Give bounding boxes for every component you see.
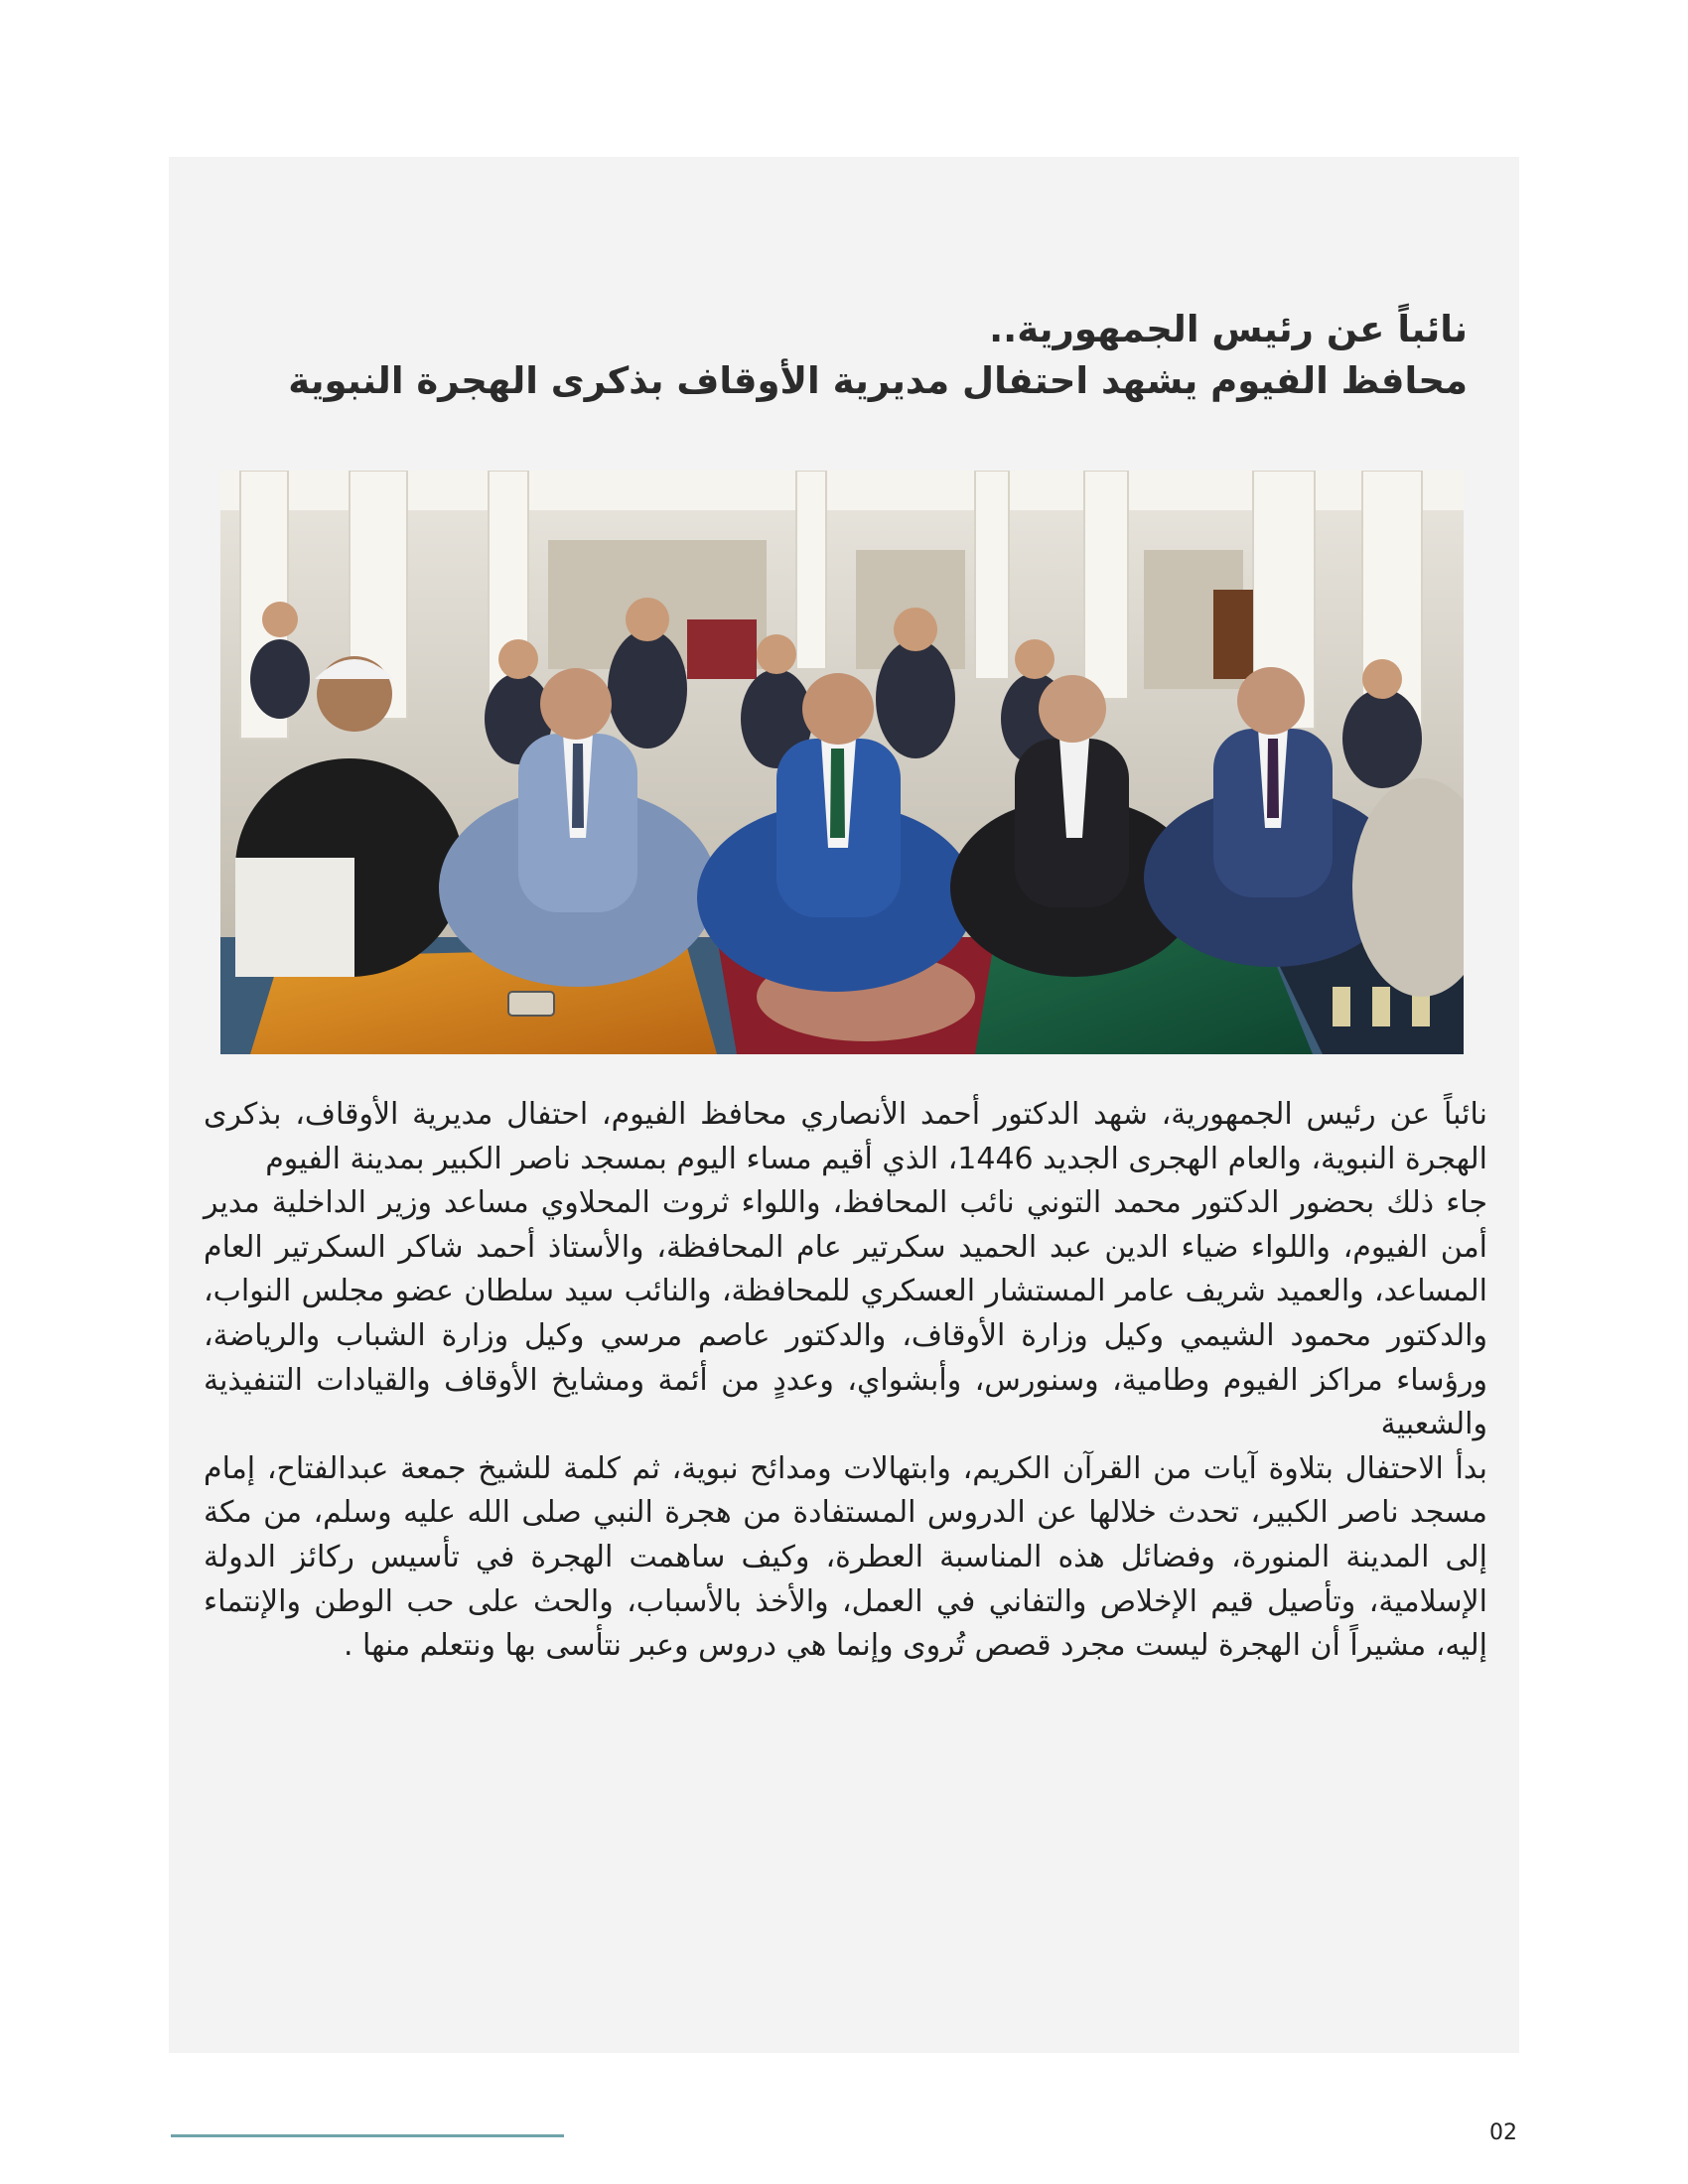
article-card: [169, 157, 1519, 2053]
article-paragraph-1: نائباً عن رئيس الجمهورية، شهد الدكتور أحمد الأنصاري محافظ الفيوم، احتفال مديرية الأوقاف، بذكرى الهجرة النبوية، والعام الهجرى الجديد 1446، الذي أقيم مساء اليوم بمسجد ناصر الكبير بمدينة الفيوم: [204, 1097, 1487, 1176]
article-photo: [220, 471, 1464, 1054]
headline-line-2: محافظ الفيوم يشهد احتفال مديرية الأوقاف بذكرى الهجرة النبوية: [288, 359, 1468, 402]
article-headline: [276, 304, 1468, 407]
article-body: [204, 1093, 1487, 1669]
article-paragraph-3: بدأ الاحتفال بتلاوة آيات من القرآن الكريم، وابتهالات ومدائح نبوية، ثم كلمة للشيخ جمعة عبدالفتاح، إمام مسجد ناصر الكبير، تحدث خلالها عن الدروس المستفادة من هجرة النبي صلى الله عليه وسلم، من مكة إلى المدينة المنورة، وفضائل هذه المناسبة العطرة، وكيف ساهمت الهجرة في تأسيس ركائز الدولة الإسلامية، وتأصيل قيم الإخلاص والتفاني في العمل، والأخذ بالأسباب، والحث على حب الوطن والإنتماء إليه، مشيراً أن الهجرة ليست مجرد قصص تُروى وإنما هي دروس وعبر نتأسى بها ونتعلم منها .: [204, 1450, 1487, 1664]
page-number: 02: [1489, 2120, 1517, 2145]
article-paragraph-2: جاء ذلك بحضور الدكتور محمد التوني نائب المحافظ، واللواء ثروت المحلاوي مساعد وزير الداخلية مدير أمن الفيوم، واللواء ضياء الدين عبد الحميد سكرتير عام المحافظة، والأستاذ أحمد شاكر السكرتير العام المساعد، والعميد شريف عامر المستشار العسكري للمحافظة، والنائب سيد سلطان عضو مجلس النواب، والدكتور محمود الشيمي وكيل وزارة الأوقاف، والدكتور عاصم مرسي وكيل وزارة الشباب والرياضة، ورؤساء مراكز الفيوم وطامية، وسنورس، وأبشواي، وعددٍ من أئمة ومشايخ الأوقاف والقيادات التنفيذية والشعبية: [204, 1185, 1487, 1442]
mosque-gathering-photo: [220, 471, 1464, 1054]
footer-divider: [171, 2134, 564, 2137]
headline-line-1: نائباً عن رئيس الجمهورية..: [989, 308, 1468, 350]
